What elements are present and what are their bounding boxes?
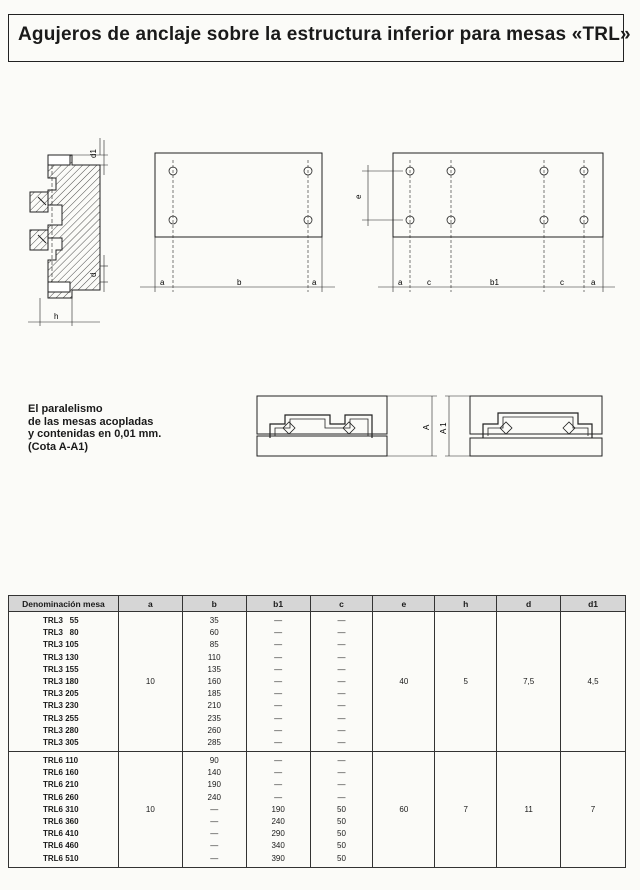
header-h: h [435, 596, 497, 612]
b-value: — [210, 817, 219, 826]
trl3-names-cell [9, 612, 119, 752]
header-b: b [182, 596, 246, 612]
b1-value: — [274, 664, 283, 674]
profile-section-drawing [28, 138, 108, 326]
b1-value: — [274, 616, 283, 625]
b-value: 235 [207, 713, 221, 723]
c-value: — [337, 689, 346, 699]
c-value: — [337, 780, 346, 790]
table-name: TRL3 255 [43, 713, 79, 723]
table-outline-trl6 [393, 153, 603, 237]
b-value: — [210, 804, 219, 814]
header-e: e [373, 596, 435, 612]
b-value: 135 [207, 664, 221, 674]
b-value: — [210, 853, 219, 863]
note-line: y contenidas en 0,01 mm. [28, 428, 162, 440]
dim-label-b: b [237, 278, 242, 287]
c-value: 50 [337, 841, 346, 851]
c-value: — [337, 640, 346, 650]
anchor-holes-trl6 [406, 167, 588, 224]
table-row [9, 752, 626, 868]
c-value: 50 [337, 817, 346, 826]
c-value: — [337, 652, 346, 662]
c-value: — [337, 664, 346, 674]
b1-value: — [274, 725, 283, 735]
table-row [9, 612, 626, 752]
trl3-b-cell [182, 612, 246, 752]
header-d: d [497, 596, 561, 612]
b-value: — [210, 829, 219, 839]
trl6-d1-cell: 7 [561, 752, 626, 868]
b1-value: — [274, 780, 283, 790]
b-value: 35 [209, 616, 219, 625]
c-value: — [337, 628, 346, 638]
c-value: — [337, 737, 346, 747]
trl3-h-cell: 5 [435, 612, 497, 752]
b1-value: — [274, 792, 283, 802]
dim-label-a: a [312, 278, 317, 287]
table-name: TRL3 105 [43, 640, 79, 650]
b-value: 140 [207, 768, 221, 778]
trl6-h-cell: 7 [435, 752, 497, 868]
lower-table-a [257, 436, 387, 456]
trl3-a-cell: 10 [118, 612, 182, 752]
trl6-d-cell: 11 [497, 752, 561, 868]
header-b1: b1 [246, 596, 310, 612]
b-value: 110 [207, 652, 221, 662]
b1-value: — [274, 689, 283, 699]
header-c: c [310, 596, 373, 612]
b1-value: 190 [271, 804, 285, 814]
b-value: 190 [207, 780, 221, 790]
c-value: — [337, 725, 346, 735]
table-header-row [9, 596, 626, 612]
b-value: 185 [207, 689, 221, 699]
b-value: 85 [209, 640, 219, 650]
b1-value: 290 [271, 829, 285, 839]
b-value: — [210, 841, 219, 851]
table-name: TRL6 110 [43, 756, 79, 766]
c-value: — [337, 713, 346, 723]
b-value: 260 [207, 725, 221, 735]
c-value: — [337, 768, 346, 778]
b-value: 90 [209, 756, 219, 766]
dim-label-A: A [422, 424, 431, 430]
c-value: — [337, 616, 346, 625]
table-plan-trl3 [140, 153, 335, 292]
trl3-c-cell [310, 612, 373, 752]
table-name: TRL6 310 [43, 804, 79, 814]
table-name: TRL6 360 [43, 817, 79, 826]
table-name: TRL3 280 [43, 725, 79, 735]
table-name: TRL6 210 [43, 780, 79, 790]
dim-label-d: d [89, 272, 98, 277]
c-value: 50 [337, 829, 346, 839]
table-name: TRL3 55 [43, 616, 79, 625]
table-name: TRL3 205 [43, 689, 79, 699]
trl6-c-cell [310, 752, 373, 868]
dim-label-b1: b1 [490, 278, 499, 287]
b-value: 240 [207, 792, 221, 802]
profile-bottom-lip [48, 282, 70, 292]
header-a: a [118, 596, 182, 612]
coupled-tables-a-drawing [257, 396, 437, 456]
b-value: 285 [207, 737, 221, 747]
b1-value: 390 [271, 853, 285, 863]
trl6-b1-cell [246, 752, 310, 868]
trl3-b1-cell [246, 612, 310, 752]
lower-table-a1 [470, 438, 602, 456]
dim-label-e: e [354, 194, 363, 199]
table-name: TRL3 80 [43, 628, 79, 638]
dim-label-c: c [560, 278, 564, 287]
table-name: TRL6 460 [43, 841, 79, 851]
trl6-a-cell: 10 [118, 752, 182, 868]
c-value: — [337, 792, 346, 802]
trl6-b-cell [182, 752, 246, 868]
dim-label-d1: d1 [89, 149, 98, 158]
dim-label-c: c [427, 278, 431, 287]
dim-label-a: a [160, 278, 165, 287]
b1-value: — [274, 701, 283, 711]
table-outline-trl3 [155, 153, 322, 237]
dim-label-h: h [54, 312, 59, 321]
anchor-holes-trl3 [169, 167, 312, 224]
page-title: Agujeros de anclaje sobre la estructura inferior para mesas «TRL» [18, 24, 631, 45]
b1-value: — [274, 640, 283, 650]
b1-value: — [274, 768, 283, 778]
profile-top-lip [48, 155, 70, 165]
b1-value: — [274, 652, 283, 662]
header-d1: d1 [561, 596, 626, 612]
table-name: TRL3 180 [43, 676, 79, 686]
b1-value: — [274, 737, 283, 747]
b-value: 160 [207, 676, 221, 686]
trl6-e-cell: 60 [373, 752, 435, 868]
table-name: TRL3 230 [43, 701, 79, 711]
table-name: TRL6 260 [43, 792, 79, 802]
dim-label-a: a [398, 278, 403, 287]
parallelism-note [28, 403, 161, 453]
note-line: de las mesas acopladas [28, 415, 154, 428]
table-name: TRL3 305 [43, 737, 79, 747]
trl3-d1-cell: 4,5 [561, 612, 626, 752]
note-line: (Cota A-A1) [28, 440, 89, 453]
dim-label-a: a [591, 278, 596, 287]
trl6-names-cell [9, 752, 119, 868]
c-value: — [337, 756, 346, 766]
table-plan-trl6 [362, 153, 615, 292]
dimensions-table [8, 595, 626, 868]
trl3-d-cell: 7,5 [497, 612, 561, 752]
c-value: — [337, 676, 346, 686]
profile-lower-tooth [30, 230, 48, 250]
guide-profile-a [270, 415, 372, 438]
b1-value: — [274, 676, 283, 686]
table-name: TRL3 130 [43, 652, 79, 662]
profile-upper-tooth [30, 192, 48, 212]
header-denominacion: Denominación mesa [9, 596, 119, 612]
table-name: TRL6 410 [43, 829, 79, 839]
c-value: 50 [337, 853, 346, 863]
trl3-e-cell: 40 [373, 612, 435, 752]
table-name: TRL6 160 [43, 768, 79, 778]
c-value: 50 [337, 804, 346, 814]
coupled-tables-a1-drawing [445, 396, 602, 456]
b1-value: — [274, 756, 283, 766]
b1-value: 340 [271, 841, 285, 851]
b1-value: — [274, 628, 283, 638]
dim-label-A1: A 1 [439, 422, 448, 434]
table-name: TRL6 510 [43, 853, 79, 863]
table-name: TRL3 155 [43, 664, 79, 674]
note-line: El paralelismo [28, 403, 103, 415]
b-value: 210 [207, 701, 221, 711]
b-value: 60 [209, 628, 219, 638]
b1-value: — [274, 713, 283, 723]
c-value: — [337, 701, 346, 711]
b1-value: 240 [271, 817, 285, 826]
